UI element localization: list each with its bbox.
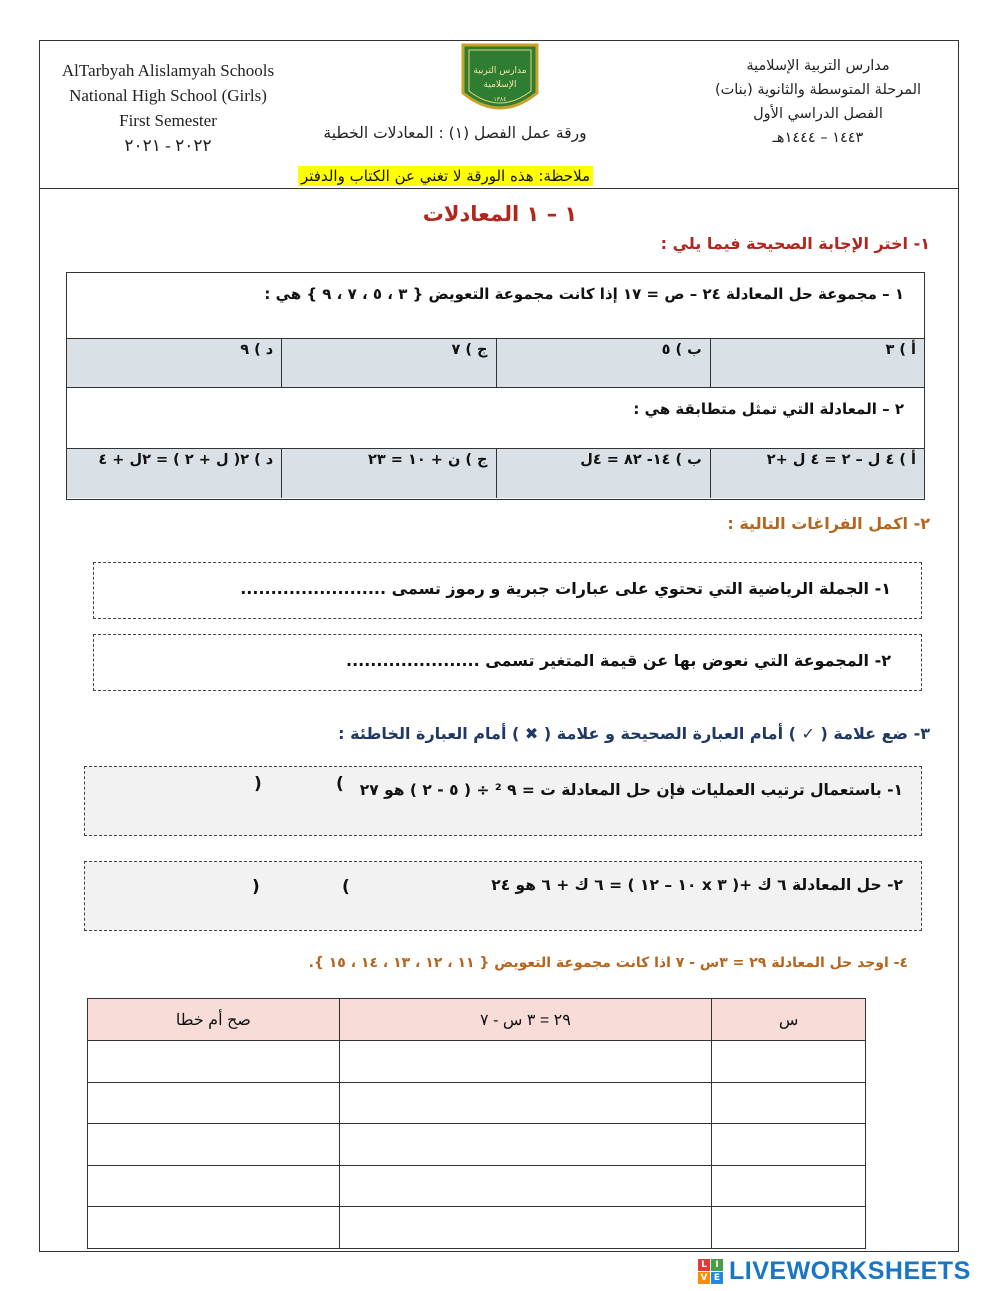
brand-tile: E: [711, 1272, 723, 1284]
school-logo: [457, 41, 543, 119]
table-cell[interactable]: [339, 1041, 712, 1083]
mcq-stem-1: ١ – مجموعة حل المعادلة ٢٤ – ص = ١٧ إذا كانت مجموعة التعويض { ٣ ، ٥ ، ٧ ، ٩ } هي :: [264, 285, 904, 303]
column-header: صح أم خطا: [88, 999, 340, 1041]
table-cell[interactable]: [712, 1041, 866, 1083]
column-header: ٢٩ = ٣ س - ٧: [339, 999, 712, 1041]
table-row: [88, 1207, 866, 1249]
division-en: National High School (Girls): [69, 86, 267, 105]
mcq-option[interactable]: ب ) ٥: [496, 339, 710, 387]
q4-heading: ٤- اوجد حل المعادلة ٢٩ = ٣س - ٧ اذا كانت مجموعة التعويض { ١١ ، ١٢ ، ١٣ ، ١٤ ، ١٥ }.: [308, 955, 908, 971]
table-cell[interactable]: [339, 1082, 712, 1124]
brand-tile: L: [698, 1259, 710, 1271]
mcq-stem-2: ٢ – المعادلة التي تمثل متطابقة هي :: [633, 400, 904, 418]
true-false-2: ٢- حل المعادلة ٦ ك +( ٣ x ١٠ – ١٢ ) = ٦ ك + ٦ هو ٢٤: [84, 861, 922, 931]
header-arabic: [698, 54, 938, 150]
q3-heading: ٣- ضع علامة ( ✓ ) أمام العبارة الصحيحة و علامة ( ✖ ) أمام العبارة الخاطئة :: [338, 724, 930, 743]
table-cell[interactable]: [88, 1165, 340, 1207]
q1-heading: ١- اختر الإجابة الصحيحة فيما يلي :: [660, 234, 930, 253]
table-row: [88, 1041, 866, 1083]
svg-text:مدارس التربية: مدارس التربية: [473, 66, 527, 76]
mcq-option[interactable]: ب ) ١٤- ٨٢ = ٤ل: [496, 449, 710, 498]
year-en: ٢٠٢٢ - ٢٠٢١: [124, 136, 212, 155]
svg-text:الإسلامية: الإسلامية: [483, 80, 517, 90]
table-cell[interactable]: [88, 1124, 340, 1166]
q2-heading: ٢- اكمل الفراغات التالية :: [727, 514, 930, 533]
svg-text:١٣٨٤: ١٣٨٤: [493, 96, 507, 103]
table-cell[interactable]: [339, 1124, 712, 1166]
header-divider: [39, 188, 959, 189]
header-english: [40, 58, 296, 158]
column-header: س: [712, 999, 866, 1041]
mcq-option[interactable]: د ) ٢( ل + ٢ ) = ٢ل + ٤: [98, 452, 274, 468]
fill-blank-2[interactable]: ٢- المجموعة التي نعوض بها عن قيمة المتغير تسمى ......................: [93, 634, 922, 691]
school-name-en: AlTarbyah Alislamyah Schools: [61, 61, 275, 80]
answer-paren-open[interactable]: (: [336, 774, 344, 794]
table-row: [88, 1165, 866, 1207]
brand-name: LIVEWORKSHEETS: [729, 1257, 971, 1285]
mcq-option[interactable]: أ ) ٤ ل – ٢ = ٤ ل +٢: [710, 449, 924, 498]
answer-paren-close: ): [254, 774, 262, 794]
lesson-title: ١ – ١ المعادلات: [422, 202, 578, 226]
brand-logo-icon: [698, 1259, 723, 1284]
mcq-box: [66, 272, 925, 500]
table-cell[interactable]: [712, 1165, 866, 1207]
answer-paren-open[interactable]: (: [342, 877, 350, 897]
semester-en: First Semester: [119, 111, 217, 130]
note-highlight: ملاحظة: هذه الورقة لا تغني عن الكتاب والدفتر: [298, 166, 593, 186]
table-cell[interactable]: [88, 1207, 340, 1249]
true-false-1: ١- باستعمال ترتيب العمليات فإن حل المعادلة ت = ٩ ² ÷ ( ٥ - ٢ ) هو ٢٧: [84, 766, 922, 836]
table-header-row: [88, 999, 866, 1041]
table-row: [88, 1082, 866, 1124]
table-cell[interactable]: [712, 1207, 866, 1249]
year-ar: ١٤٤٣ – ١٤٤٤هـ: [772, 130, 864, 146]
table-cell[interactable]: [88, 1041, 340, 1083]
table-cell[interactable]: [339, 1207, 712, 1249]
mcq-option[interactable]: ج ) ن + ١٠ = ٢٣: [281, 449, 495, 498]
table-cell[interactable]: [712, 1124, 866, 1166]
mcq-option[interactable]: أ ) ٣: [710, 339, 924, 387]
semester-ar: الفصل الدراسي الأول: [753, 106, 883, 122]
table-cell[interactable]: [712, 1082, 866, 1124]
solution-table: [87, 998, 866, 1249]
sheet-title: ورقة عمل الفصل (١) : المعادلات الخطية: [323, 124, 587, 142]
answer-paren-close: ): [252, 877, 260, 897]
brand-tile: I: [711, 1259, 723, 1271]
table-row: [88, 1124, 866, 1166]
mcq-options-2: [67, 448, 924, 498]
mcq-options-1: [67, 338, 924, 388]
liveworksheets-brand[interactable]: [698, 1257, 971, 1286]
mcq-option[interactable]: د ) ٩: [240, 342, 274, 358]
table-cell[interactable]: [88, 1082, 340, 1124]
fill-blank-1[interactable]: ١- الجملة الرياضية التي تحتوي على عبارات جبرية و رموز تسمى ........................: [93, 562, 922, 619]
table-cell[interactable]: [339, 1165, 712, 1207]
brand-tile: V: [698, 1272, 710, 1284]
mcq-option[interactable]: ج ) ٧: [281, 339, 495, 387]
school-name-ar: مدارس التربية الإسلامية: [746, 58, 890, 74]
division-ar: المرحلة المتوسطة والثانوية (بنات): [714, 82, 922, 98]
